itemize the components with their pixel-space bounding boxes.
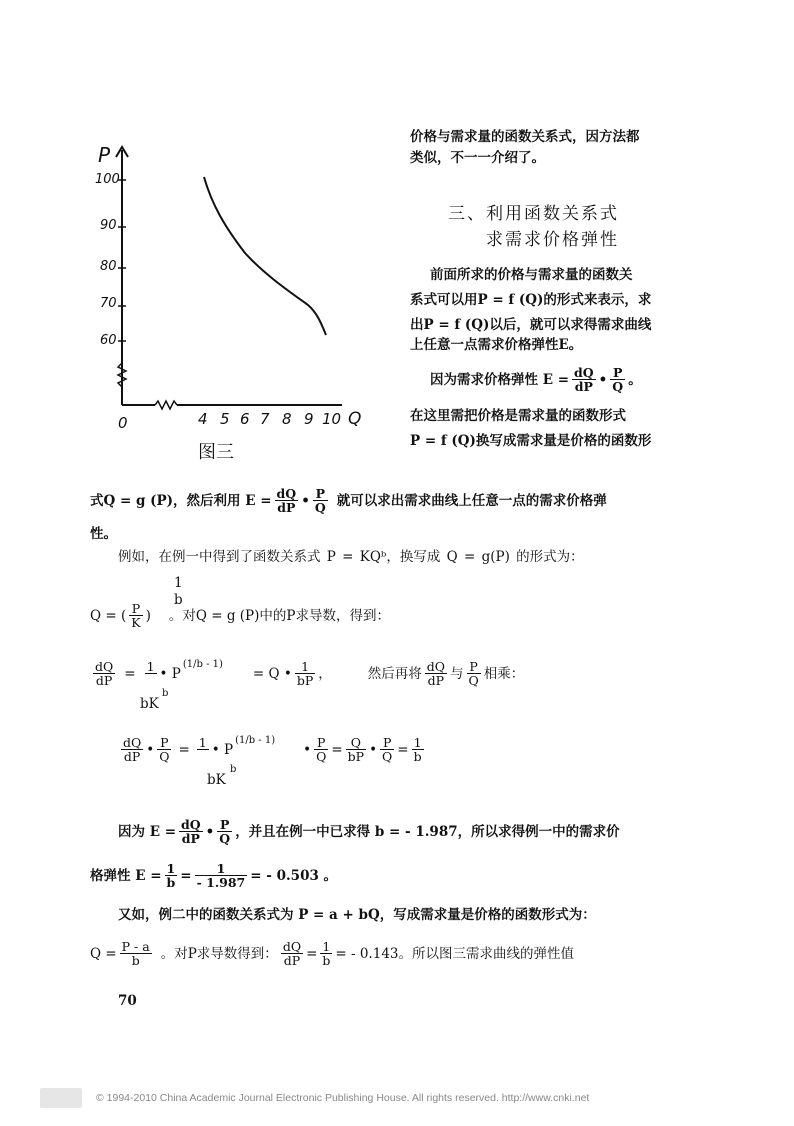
one-over-minus-b-fraction xyxy=(195,862,248,889)
example-2-line: 又如，例二中的函数关系式为 P = a + bQ，写成需求量是价格的函数形式为： xyxy=(118,907,596,923)
fraction-num: P - a xyxy=(121,939,150,954)
one-over-b-fraction xyxy=(320,940,332,967)
fraction-den: Q xyxy=(382,749,393,764)
fraction-num: 1 xyxy=(195,862,248,876)
fraction-num: P xyxy=(217,818,232,832)
fraction-num: P xyxy=(380,736,394,750)
fraction-den: - 1.987 xyxy=(196,875,246,890)
eq3-equals: = xyxy=(331,741,343,758)
dq-dp-fraction xyxy=(275,487,299,514)
fraction-den: bP xyxy=(347,749,365,764)
period: 。 xyxy=(628,371,642,388)
fraction-num: dQ xyxy=(123,735,142,750)
fraction-num: dQ xyxy=(426,659,446,674)
y-tick-label-80: 80 xyxy=(100,259,117,274)
x-tick-label-4: 4 xyxy=(198,410,208,428)
one-over-b-fraction xyxy=(412,736,424,763)
origin-label: 0 xyxy=(118,414,128,432)
dq-dp-fraction xyxy=(93,660,115,687)
dq-dp-fraction xyxy=(572,366,596,393)
p-axis-label: P xyxy=(98,143,111,167)
equals: = xyxy=(306,945,318,962)
eq2-bk: bK xyxy=(140,696,159,712)
fraction-den: Q xyxy=(468,673,479,688)
fraction-den: Q xyxy=(314,500,326,515)
fraction-den: b xyxy=(322,953,331,968)
fraction-den xyxy=(197,750,209,763)
p-q-fraction xyxy=(314,736,328,763)
section-title-2: 求需求价格弹性 xyxy=(486,230,619,250)
fraction-num: dQ xyxy=(282,939,302,954)
body-line-2: 性。 xyxy=(90,526,117,542)
fraction-den: Q xyxy=(219,831,231,846)
para-line-1: 前面所求的价格与需求量的函数关 xyxy=(430,267,633,283)
eq2-p: • P xyxy=(159,665,181,682)
eq1-tail: 。对Q = g (P)中的P求导数，得到： xyxy=(168,607,390,624)
fraction-num: dQ xyxy=(95,659,114,674)
fraction-den: dP xyxy=(123,749,141,764)
y-tick-label-100: 100 xyxy=(95,172,120,187)
dot: • xyxy=(301,492,310,509)
fraction-den: bP xyxy=(296,673,314,688)
ex2-tail: = - 0.143。所以图三需求曲线的弹性值 xyxy=(335,945,574,962)
because-line xyxy=(118,818,620,845)
x-tick-label-7: 7 xyxy=(260,410,270,428)
because-suffix: ，并且在例一中已求得 b = - 1.987，所以求得例一中的需求价 xyxy=(235,823,620,840)
eq2-b: b xyxy=(162,688,169,699)
dq-dp-fraction xyxy=(179,818,203,845)
x-tick-label-8: 8 xyxy=(282,410,292,428)
fraction-num: P xyxy=(157,736,171,750)
eq3-p: • P xyxy=(211,741,234,758)
fraction-num: 1 xyxy=(146,659,155,674)
fraction-den: dP xyxy=(277,500,296,515)
dot: • xyxy=(303,741,312,758)
p-k-fraction xyxy=(129,602,142,629)
y-tick-label-90: 90 xyxy=(100,218,117,233)
elasticity-formula-line xyxy=(430,366,642,393)
right-col-line-b: P = f (Q)换写成需求量是价格的函数形 xyxy=(410,433,652,449)
y-tick-label-60: 60 xyxy=(100,333,117,348)
one-over-bp-fraction xyxy=(295,660,315,687)
p-q-fraction xyxy=(380,736,394,763)
q-axis-break xyxy=(155,401,177,409)
fraction-den: dP xyxy=(427,673,445,688)
demand-curve xyxy=(204,177,326,335)
eq2-equals: = xyxy=(124,665,136,682)
equals: = xyxy=(180,867,192,884)
eq3-bk: bK xyxy=(207,772,226,788)
section-title-1: 三、利用函数关系式 xyxy=(448,204,619,224)
dq-dp-fraction xyxy=(425,660,447,687)
fraction-den: b xyxy=(131,953,140,968)
elasticity-result-line xyxy=(90,862,337,889)
p-q-fraction xyxy=(610,366,625,393)
eq2-middle: = Q • xyxy=(252,665,292,682)
one-over-k-fraction xyxy=(197,736,209,763)
right-col-line-a: 在这里需把价格是需求量的函数形式 xyxy=(410,408,626,424)
fraction-num: P xyxy=(129,602,142,616)
ex2-middle: 。对P求导数得到： xyxy=(160,945,278,962)
eq3-equals: = xyxy=(178,741,190,758)
body-line-1 xyxy=(90,487,607,514)
elasticity-result-value: = - 0.503 。 xyxy=(250,867,338,884)
eq2-tail-a: 然后再将 xyxy=(367,665,422,682)
fraction-den xyxy=(145,674,157,687)
fraction-num: 1 xyxy=(165,862,178,876)
dot: • xyxy=(205,823,215,840)
eq3-equals: = xyxy=(397,741,409,758)
fraction-den: dP xyxy=(95,673,113,688)
right-col-line-2: 类似，不一一介绍了。 xyxy=(410,150,545,166)
equation-1 xyxy=(90,602,390,629)
fraction-num: P xyxy=(313,487,328,501)
p-q-fraction xyxy=(313,487,328,514)
dq-dp-fraction xyxy=(281,940,303,967)
elasticity-prefix: 因为需求价格弹性 E = xyxy=(430,371,570,388)
fraction-den: Q xyxy=(159,749,170,764)
fraction-num: 1 xyxy=(320,940,332,954)
q-axis-label: Q xyxy=(348,409,362,429)
example-2-derivative-line xyxy=(90,940,574,967)
eq2-tail-c: 相乘： xyxy=(483,665,525,682)
fraction-num: P xyxy=(467,660,481,674)
eq2-tail-b: 与 xyxy=(450,665,464,682)
elasticity-result-prefix: 格弹性 E = xyxy=(90,867,162,884)
body-line-1-prefix: 式Q = g (P)，然后利用 E = xyxy=(90,492,272,509)
fraction-den: b xyxy=(413,749,422,764)
para-line-3: 出P = f (Q)以后，就可以求得需求曲线 xyxy=(410,317,652,333)
p-minus-a-over-b-fraction xyxy=(120,940,152,967)
x-tick-label-6: 6 xyxy=(240,410,250,428)
one-over-b-fraction xyxy=(165,862,178,889)
fraction-den: Q xyxy=(316,749,327,764)
eq1-left: Q = ( xyxy=(90,607,127,624)
eq3-b: b xyxy=(230,764,237,775)
para-line-4: 上任意一点需求价格弹性E。 xyxy=(410,337,583,353)
publisher-logo-icon xyxy=(40,1088,82,1108)
p-q-fraction xyxy=(157,736,171,763)
fraction-num: 1 xyxy=(295,660,315,674)
p-q-fraction xyxy=(467,660,481,687)
dot: • xyxy=(598,371,608,388)
eq2-comma: ， xyxy=(318,665,332,682)
eq1-exponent-den: b xyxy=(174,592,183,608)
fraction-den: dP xyxy=(181,831,200,846)
equation-3 xyxy=(118,736,427,763)
dot: • xyxy=(146,741,155,758)
equation-2 xyxy=(90,660,524,687)
fraction-den: dP xyxy=(574,379,593,394)
fraction-den: dP xyxy=(283,953,301,968)
fraction-num: P xyxy=(610,366,625,380)
x-tick-label-5: 5 xyxy=(220,410,230,428)
fraction-num: dQ xyxy=(574,365,594,380)
p-q-fraction xyxy=(217,818,232,845)
copyright-footer: © 1994-2010 China Academic Journal Electronic Publishing House. All rights reserved. http://www.cnki.net xyxy=(96,1092,590,1104)
fraction-num: 1 xyxy=(198,735,207,750)
eq1-exponent-num: 1 xyxy=(174,575,183,591)
fraction-num: dQ xyxy=(276,486,297,501)
x-tick-label-10: 10 xyxy=(322,410,342,428)
figure-caption: 图三 xyxy=(198,442,234,463)
q-over-bp-fraction xyxy=(346,736,366,763)
one-over-k-fraction xyxy=(145,660,157,687)
fraction-num: 1 xyxy=(412,736,424,750)
page-number: 70 xyxy=(118,993,137,1009)
x-tick-label-9: 9 xyxy=(304,410,314,428)
fraction-num: Q xyxy=(346,736,366,750)
dot: • xyxy=(369,741,378,758)
y-tick-label-70: 70 xyxy=(100,296,117,311)
right-col-line-1: 价格与需求量的函数关系式，因方法都 xyxy=(410,129,640,145)
fraction-den: Q xyxy=(612,379,624,394)
para-line-2: 系式可以用P = f (Q)的形式来表示，求 xyxy=(410,292,652,308)
fraction-den: K xyxy=(131,615,141,630)
body-line-3: 例如，在例一中得到了函数关系式 P = KQᵇ，换写成 Q = g(P) 的形式为： xyxy=(118,549,584,565)
eq3-exponent: (1/b - 1) xyxy=(235,734,276,746)
fraction-num: P xyxy=(314,736,328,750)
ex2-q: Q = xyxy=(90,945,117,962)
eq2-exponent: (1/b - 1) xyxy=(182,658,223,670)
body-line-1-suffix: 就可以求出需求曲线上任意一点的需求价格弹 xyxy=(336,492,607,509)
fraction-den: b xyxy=(166,875,176,890)
because-prefix: 因为 E = xyxy=(118,823,177,840)
dq-dp-fraction xyxy=(121,736,143,763)
eq1-right: ) xyxy=(145,607,151,624)
fraction-num: dQ xyxy=(181,817,201,832)
